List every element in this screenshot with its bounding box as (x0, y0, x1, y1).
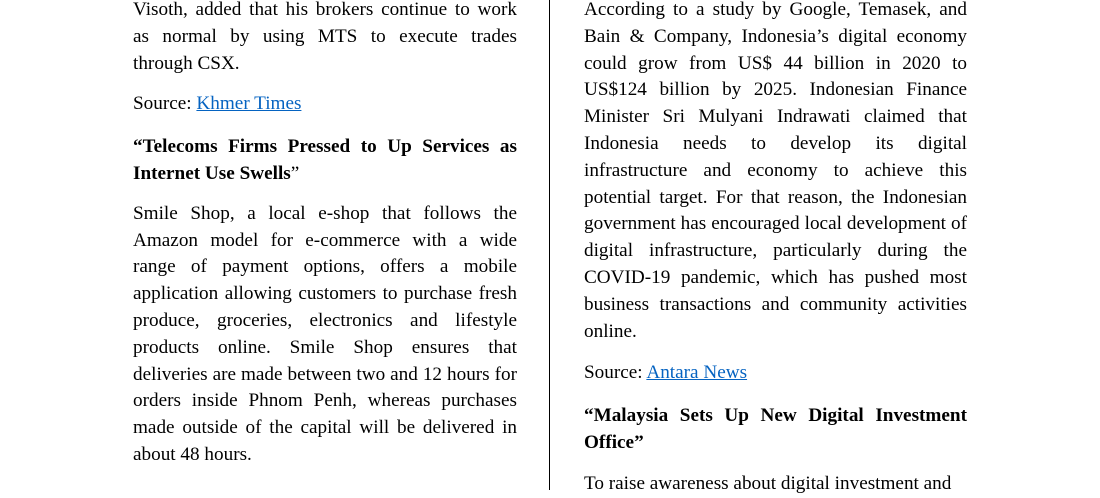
left-source-line (133, 91, 517, 118)
khmer-times-link[interactable]: Khmer Times (196, 93, 302, 115)
left-article-heading (133, 134, 517, 188)
antara-news-link[interactable]: Antara News (646, 362, 748, 384)
left-article-body: Smile Shop, a local e-shop that follows the Amazon model for e-commerce with a wide range of payment options, offers a mobile application allowing customers to purchase fresh produce, groceries, electronics and lifestyle products online. Smile Shop ensures that deliveries are made between two and 12 hours for orders inside Phnom Penh, whereas purchases made outside of the capital will be delivered in about 48 hours. (133, 202, 517, 465)
right-article-heading: “Malaysia Sets Up New Digital Investment Office” (584, 405, 967, 453)
left-continued-paragraph: Visoth, added that his brokers continue to work as normal by using MTS to execute trades through CSX. (133, 0, 517, 74)
right-source-label: Source: (584, 362, 647, 384)
left-article-heading-text: “Telecoms Firms Pressed to Up Services as Internet Use Swells (133, 136, 517, 184)
left-article-heading-close: ” (290, 162, 300, 184)
right-column (584, 0, 967, 498)
right-source-line (584, 360, 967, 387)
column-divider (549, 0, 550, 490)
left-column (133, 0, 517, 469)
left-source-label: Source: (133, 93, 197, 115)
right-cut-off-line: To raise awareness about digital investment and (584, 472, 952, 494)
right-continued-paragraph: According to a study by Google, Temasek, and Bain & Company, Indonesia’s digital economy could grow from US$ 44 billion in 2020 to US$124 billion by 2025. Indonesian Finance Minister Sri Mulyani Indrawati claimed that Indonesia needs to develop its digital infrastructure and economy to achieve this potential target. For that reason, the Indonesian government has encouraged local development of digital infrastructure, particularly during the COVID-19 pandemic, which has pushed most business transactions and community activities online. (584, 0, 967, 342)
